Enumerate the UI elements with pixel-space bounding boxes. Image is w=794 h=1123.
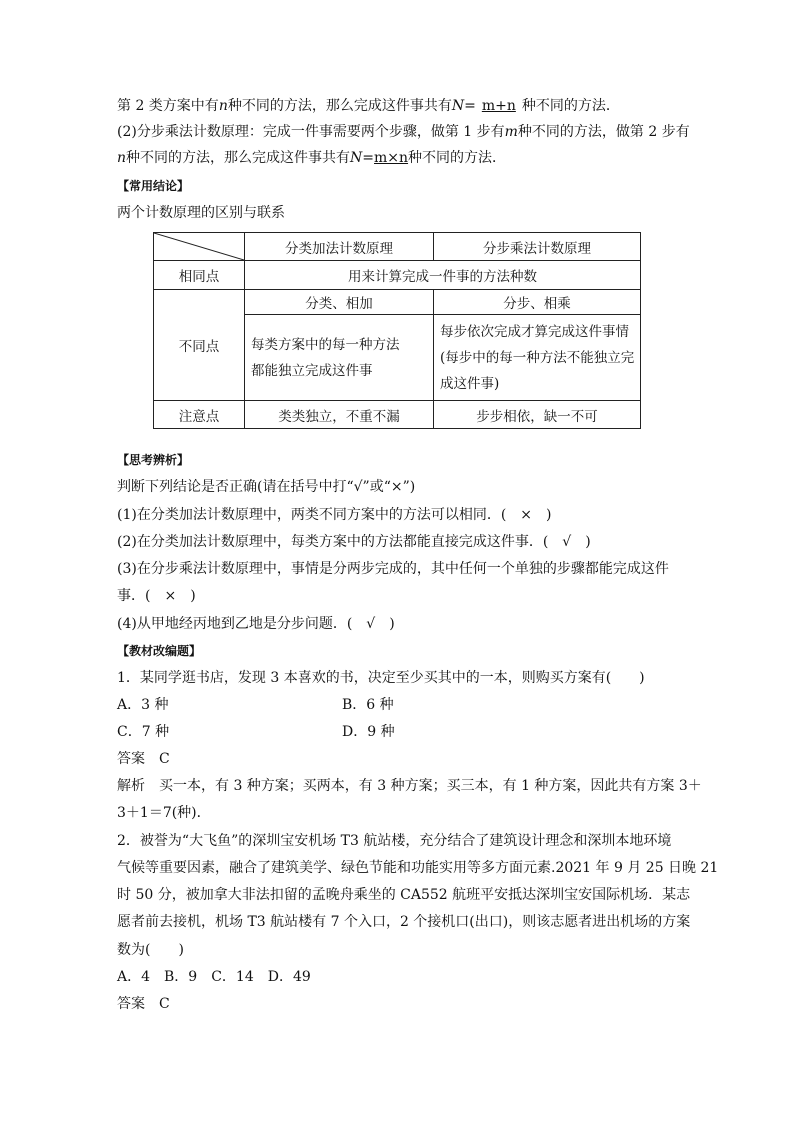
table-header-row: [154, 233, 641, 261]
diff-multiplication-top: 分步、相乘: [434, 290, 641, 315]
think-q4: (4)从甲地经丙地到乙地是分步问题．( √ ): [117, 616, 395, 632]
row-label-note: 注意点: [154, 401, 245, 429]
row-label-same: 相同点: [154, 261, 245, 290]
section-heading-textbook: 【教材改编题】: [117, 644, 202, 658]
think-q3-line1: (3)在分步乘法计数原理中，事情是分两步完成的，其中任何一个单独的步骤都能完成这件: [117, 561, 669, 577]
think-q3-line2: 事．( × ): [117, 588, 196, 604]
problem2-line4: 愿者前去接机，机场 T3 航站楼有 7 个入口，2 个接机口(出口)，则该志愿者进出机场的方案: [117, 914, 691, 930]
row-label-diff: 不同点: [154, 290, 245, 401]
problem1-analysis-line2: 3＋1＝7(种)．: [117, 805, 211, 821]
problem1-answer: 答案 C: [117, 751, 170, 767]
problem1-option-b: B．6 种: [342, 697, 394, 713]
table-row-note: [154, 401, 641, 429]
diff-addition-detail: 每类方案中的每一种方法 都能独立完成这件事: [245, 315, 434, 401]
problem2-answer: 答案 C: [117, 996, 170, 1012]
problem1-stem: 1．某同学逛书店，发现 3 本喜欢的书，决定至少买其中的一本，则购买方案有( ): [117, 670, 645, 686]
section-heading-common: 【常用结论】: [117, 179, 190, 193]
answer-sum: m+n: [481, 98, 516, 114]
problem1-option-a: A．3 种: [117, 697, 169, 713]
note-multiplication: 步步相依，缺一不可: [434, 401, 641, 429]
table-row-diff-top: [154, 290, 641, 315]
comparison-table: [153, 232, 641, 429]
intro-line-2: (2)分步乘法计数原理：完成一件事需要两个步骤，做第 1 步有m种不同的方法，做第 2 步有: [117, 124, 690, 140]
intro-line-1: 第 2 类方案中有n种不同的方法，那么完成这件事共有N= m+n 种不同的方法．: [117, 98, 620, 114]
note-addition: 类类独立，不重不漏: [245, 401, 434, 429]
problem1-analysis-line1: 解析 买一本，有 3 种方案；买两本，有 3 种方案；买三本，有 1 种方案，因此共有方案 3＋: [117, 778, 702, 794]
col-header-multiplication: 分步乘法计数原理: [434, 233, 641, 261]
answer-product: m×n: [374, 150, 409, 166]
problem1-option-d: D．9 种: [342, 724, 395, 740]
diff-multiplication-detail: 每步依次完成才算完成这件事情 (每步中的每一种方法不能独立完 成这件事): [434, 315, 641, 401]
col-header-addition: 分类加法计数原理: [245, 233, 434, 261]
table-subtitle: 两个计数原理的区别与联系: [117, 205, 285, 221]
think-instruction: 判断下列结论是否正确(请在括号中打“√”或“×”): [117, 479, 416, 495]
same-value: 用来计算完成一件事的方法种数: [245, 261, 641, 290]
diagonal-corner-cell: [154, 233, 245, 261]
diagonal-line: [154, 233, 244, 260]
problem2-line5: 数为( ): [117, 942, 184, 958]
problem2-line3: 时 50 分，被加拿大非法扣留的孟晚舟乘坐的 CA552 航班平安抵达深圳宝安国际机场．某志: [117, 887, 691, 903]
think-q1: (1)在分类加法计数原理中，两类不同方案中的方法可以相同．( × ): [117, 507, 552, 523]
problem2-line1: 2．被誉为“大飞鱼”的深圳宝安机场 T3 航站楼，充分结合了建筑设计理念和深圳本地环境: [117, 833, 672, 849]
problem2-line2: 气候等重要因素，融合了建筑美学、绿色节能和功能实用等多方面元素.2021 年 9 月 25 日晚 21: [117, 860, 719, 876]
think-q2: (2)在分类加法计数原理中，每类方案中的方法都能直接完成这件事．( √ ): [117, 534, 591, 550]
diff-addition-top: 分类、相加: [245, 290, 434, 315]
intro-line-3: n种不同的方法，那么完成这件事共有N=m×n种不同的方法．: [117, 150, 507, 166]
problem1-option-c: C．7 种: [117, 724, 170, 740]
section-heading-think: 【思考辨析】: [117, 453, 190, 467]
table-row-same: [154, 261, 641, 290]
problem2-options: A．4 B．9 C．14 D．49: [117, 969, 311, 985]
